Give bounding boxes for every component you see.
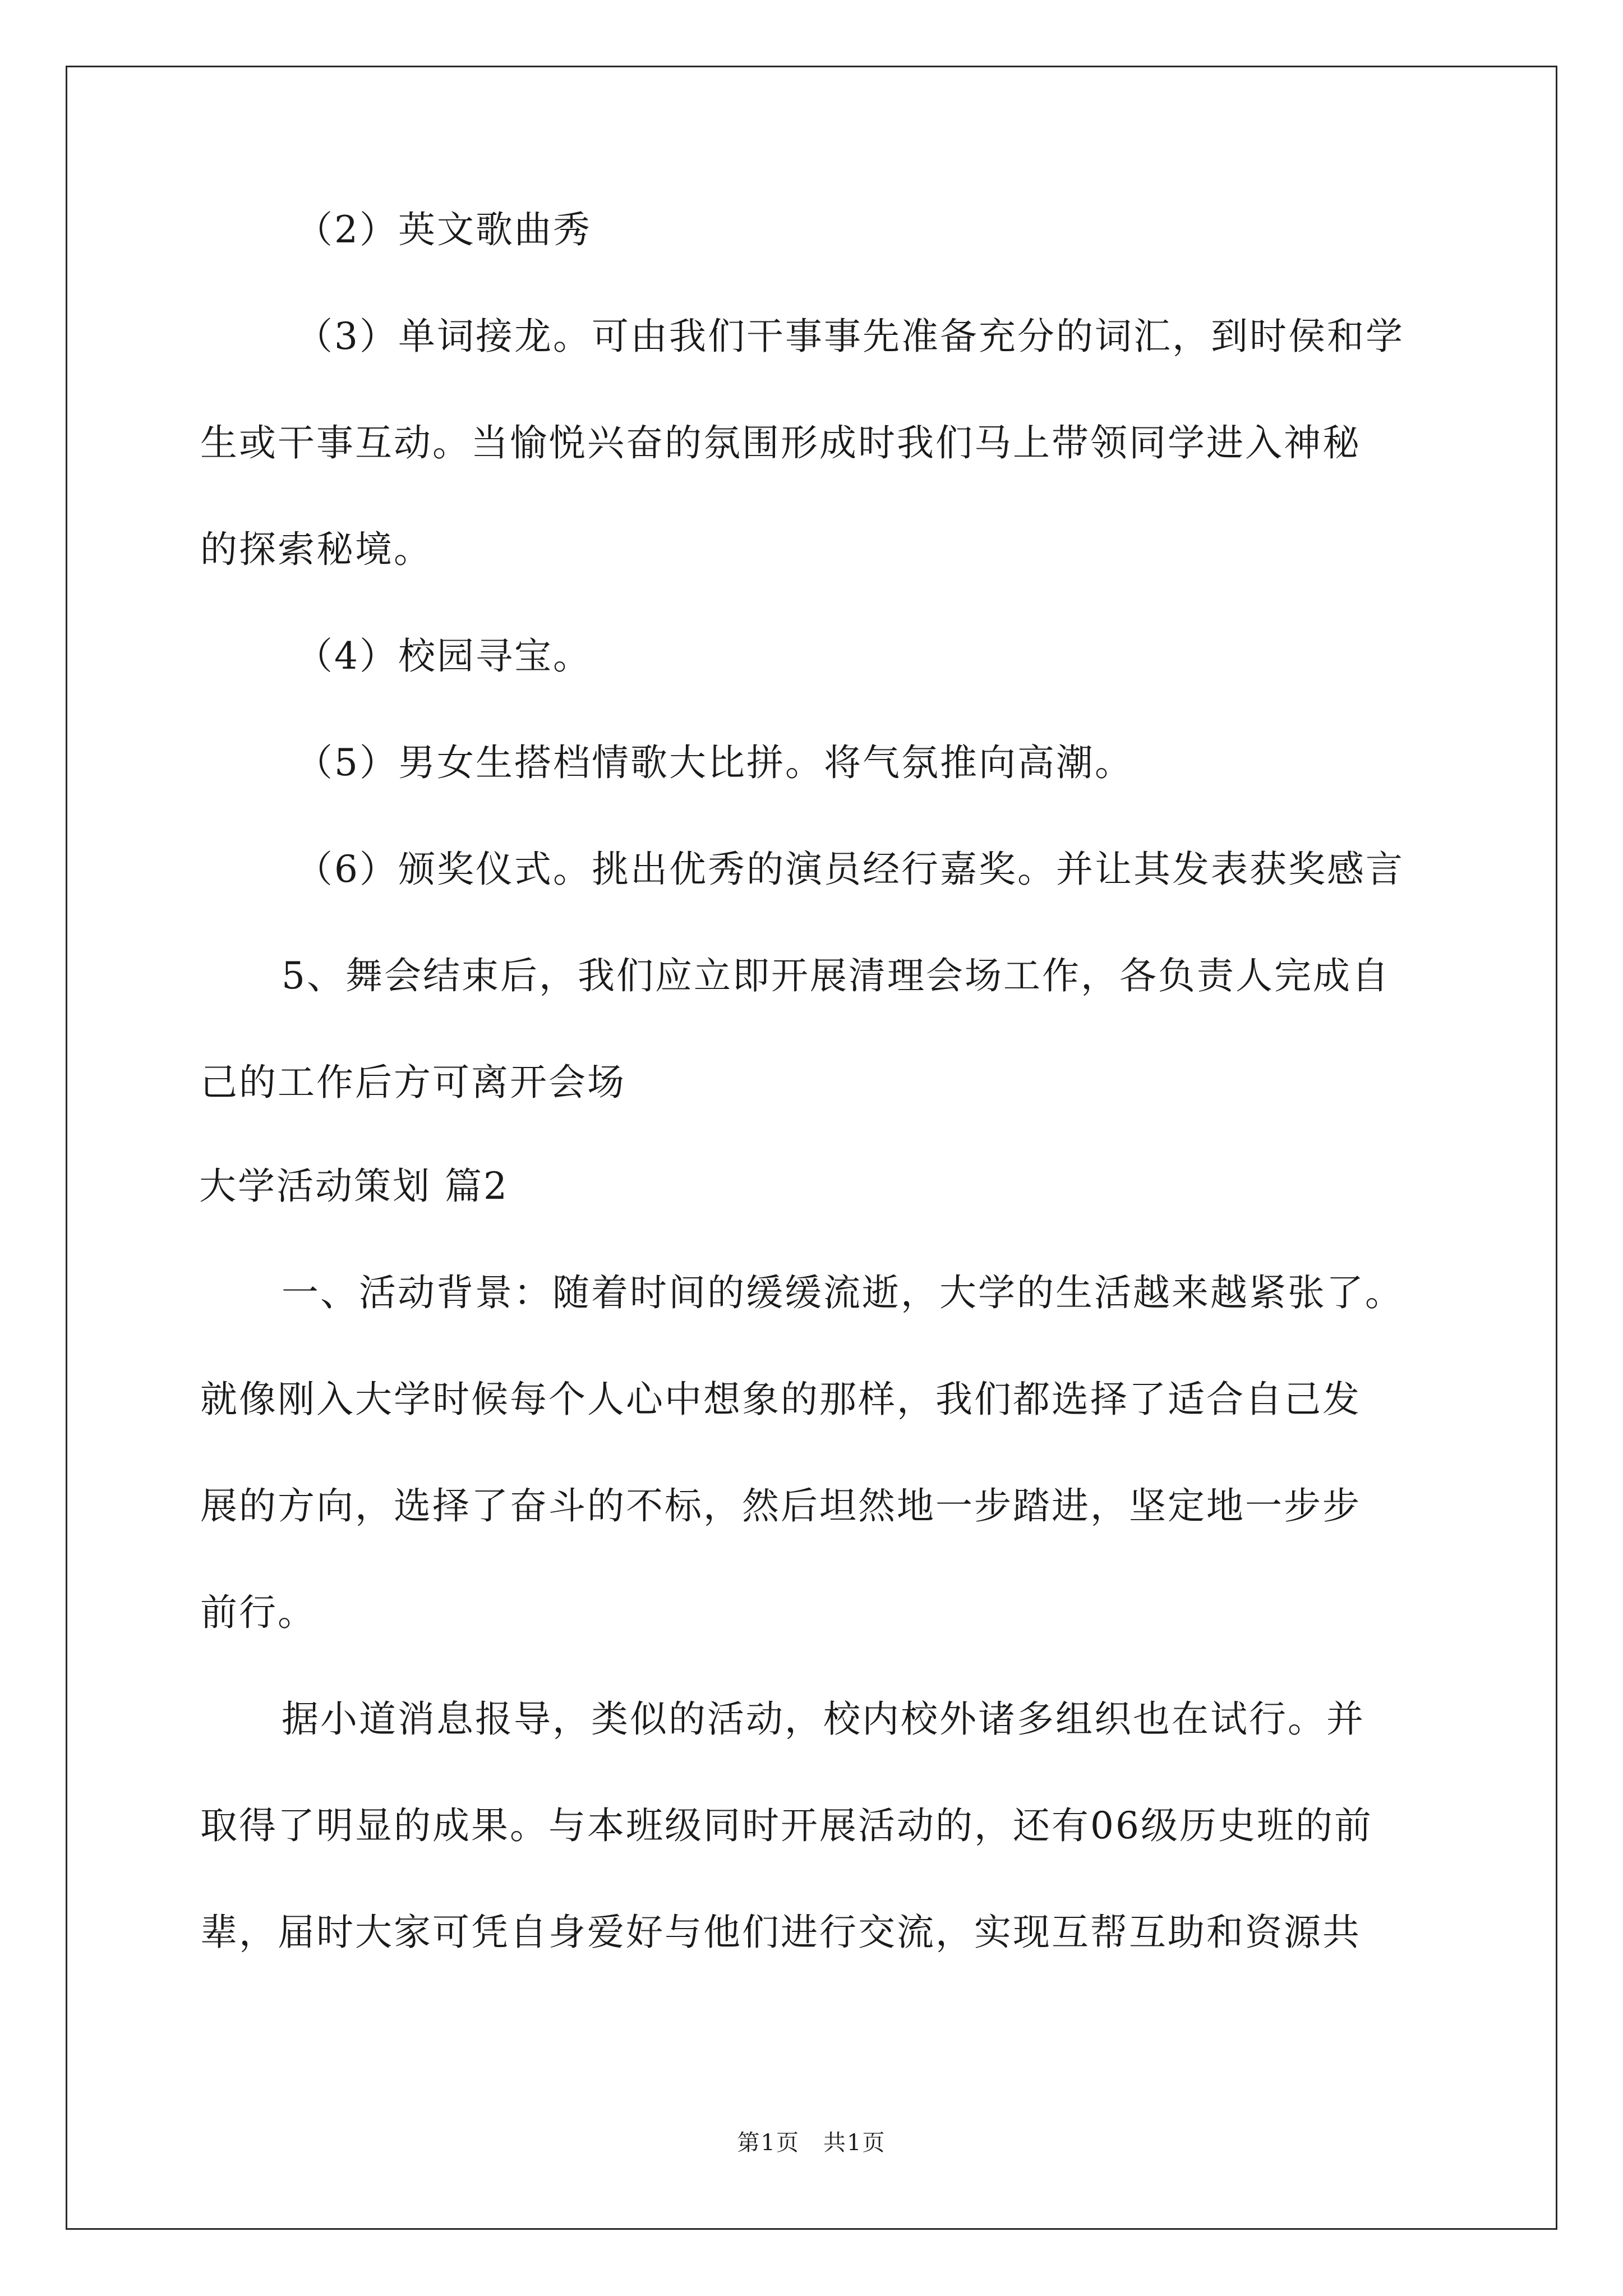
paragraph-line: （2）英文歌曲秀	[296, 208, 592, 251]
paragraph-line: 取得了明显的成果。与本班级同时开展活动的，还有06级历史班的前	[200, 1804, 1373, 1847]
paragraph-line: （5）男女生搭档情歌大比拼。将气氛推向高潮。	[296, 741, 1133, 784]
paragraph-line: 就像刚入大学时候每个人心中想象的那样，我们都选择了适合自己发	[200, 1378, 1361, 1421]
paragraph-line: 前行。	[200, 1591, 316, 1634]
paragraph-line: 5、舞会结束后，我们应立即开展清理会场工作，各负责人完成自	[282, 954, 1390, 997]
page-border	[66, 66, 1557, 2230]
paragraph-line: 己的工作后方可离开会场	[200, 1061, 626, 1104]
paragraph-line: （4）校园寻宝。	[296, 634, 592, 678]
section-heading: 大学活动策划 篇2	[199, 1165, 509, 1208]
paragraph-line: 的探索秘境。	[200, 528, 432, 571]
paragraph-line: 辈，届时大家可凭自身爱好与他们进行交流，实现互帮互助和资源共	[200, 1911, 1361, 1954]
paragraph-line: （6）颁奖仪式。挑出优秀的演员经行嘉奖。并让其发表获奖感言	[296, 848, 1404, 891]
paragraph-line: 一、活动背景：随着时间的缓缓流逝，大学的生活越来越紧张了。	[282, 1271, 1404, 1314]
paragraph-line: 展的方向，选择了奋斗的不标，然后坦然地一步踏进，坚定地一步步	[200, 1484, 1361, 1527]
page-number-footer: 第1页 共1页	[737, 2130, 886, 2156]
paragraph-line: 据小道消息报导，类似的活动，校内校外诸多组织也在试行。并	[282, 1697, 1365, 1741]
paragraph-line: 生或干事互动。当愉悦兴奋的氛围形成时我们马上带领同学进入神秘	[200, 421, 1361, 464]
paragraph-line: （3）单词接龙。可由我们干事事先准备充分的词汇，到时侯和学	[296, 315, 1404, 358]
